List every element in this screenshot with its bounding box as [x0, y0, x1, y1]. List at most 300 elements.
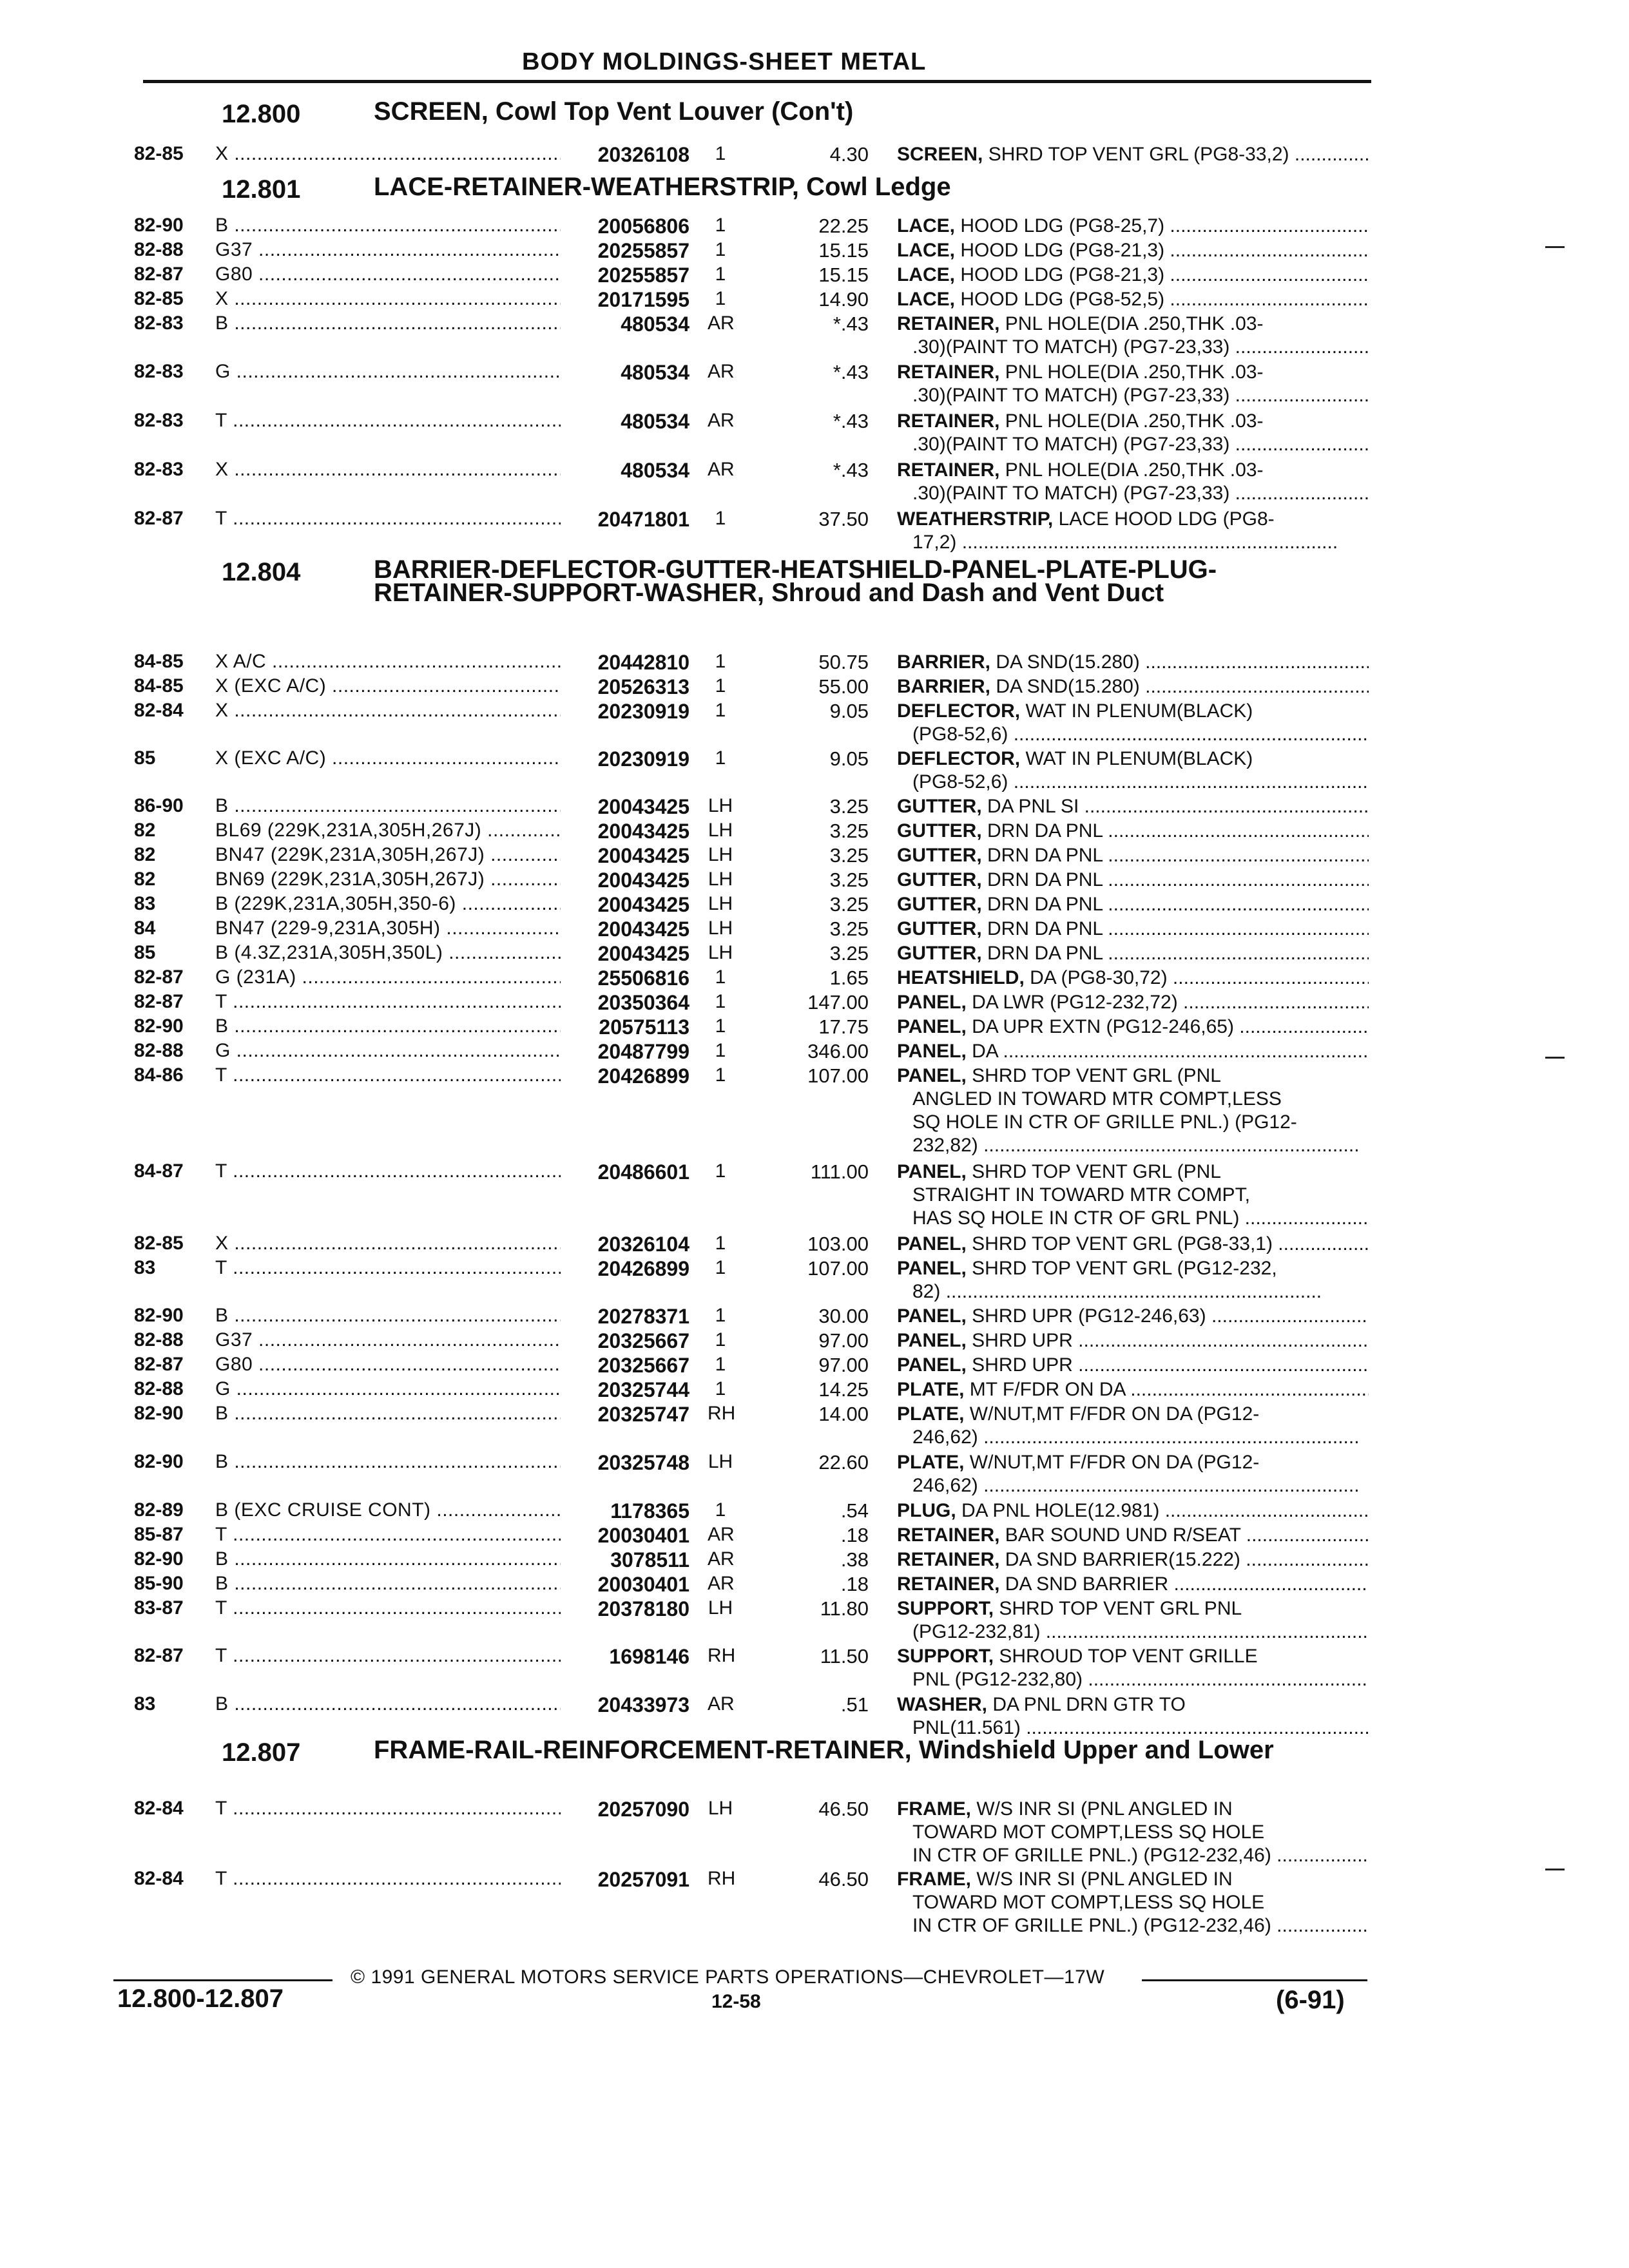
part-detail: SHRD TOP VENT GRL (PG12-232,	[972, 1258, 1277, 1279]
section-range: 12.800-12.807	[117, 1984, 284, 2013]
part-number: 20526313	[597, 675, 689, 698]
part-name: SCREEN,	[897, 144, 983, 165]
part-number: 20433973	[597, 1693, 689, 1716]
part-description	[897, 747, 1369, 794]
part-detail: DA	[972, 1041, 998, 1062]
part-number: 480534	[621, 410, 689, 433]
model-years: 85-87	[134, 1524, 184, 1545]
part-number: 20326104	[597, 1233, 689, 1256]
part-detail: DA PNL SI	[987, 796, 1079, 817]
part-detail: SHRD TOP VENT GRL PNL	[999, 1598, 1242, 1619]
model-code: T .....	[215, 1798, 561, 1820]
model-years: 82-87	[134, 1645, 184, 1666]
part-description	[897, 1868, 1369, 1937]
model-years: 84-85	[134, 651, 184, 672]
part-name: PANEL,	[897, 1305, 967, 1327]
part-description	[897, 1645, 1369, 1691]
part-detail-continued: 17,2)	[912, 532, 957, 553]
part-description	[897, 1451, 1369, 1497]
part-name: LACE,	[897, 215, 955, 236]
part-detail: PNL HOLE(DIA .250,THK .03-	[1005, 459, 1264, 481]
price: 15.15	[818, 264, 869, 286]
quantity: 1	[715, 1040, 726, 1061]
model-code: T .....	[215, 508, 561, 530]
section-number: 12.807	[222, 1738, 301, 1767]
price: .51	[840, 1693, 869, 1716]
model-code: G (231A) .....	[215, 966, 561, 988]
revision-date: (6-91)	[1276, 1986, 1345, 2014]
part-number: 480534	[621, 459, 689, 482]
model-code: T .....	[215, 1064, 561, 1086]
section-number: 12.800	[222, 100, 301, 128]
section-title: SCREEN, Cowl Top Vent Louver (Con't)	[374, 97, 854, 126]
quantity: 1	[715, 1378, 726, 1399]
price: 147.00	[807, 991, 869, 1014]
part-detail: HOOD LDG (PG8-21,3)	[960, 240, 1165, 261]
part-detail-continued: PNL (PG12-232,80)	[912, 1669, 1083, 1690]
price: *.43	[833, 361, 869, 383]
quantity: AR	[708, 312, 735, 334]
part-description	[897, 1524, 1369, 1547]
model-years: 84	[134, 918, 156, 939]
quantity: LH	[708, 844, 733, 865]
price: 14.00	[818, 1403, 869, 1425]
part-detail: DA SND BARRIER	[1005, 1573, 1169, 1595]
part-description	[897, 264, 1369, 287]
model-years: 82	[134, 820, 156, 841]
section-number: 12.804	[222, 558, 301, 586]
price: 11.80	[820, 1597, 869, 1620]
part-name: RETAINER,	[897, 361, 1000, 383]
model-code: T .....	[215, 1524, 561, 1546]
part-name: GUTTER,	[897, 869, 982, 890]
part-name: GUTTER,	[897, 943, 982, 964]
part-detail: PNL HOLE(DIA .250,THK .03-	[1005, 410, 1264, 432]
part-name: WEATHERSTRIP,	[897, 508, 1054, 530]
price: 46.50	[818, 1868, 869, 1890]
model-years: 82-85	[134, 288, 184, 309]
quantity: 1	[715, 675, 726, 697]
part-detail: DRN DA PNL	[987, 943, 1103, 964]
model-code: G37 .....	[215, 239, 561, 261]
part-number: 20325747	[597, 1403, 689, 1426]
part-detail-continued: STRAIGHT IN TOWARD MTR COMPT,	[912, 1184, 1250, 1206]
price: .54	[840, 1499, 869, 1522]
part-detail-continued: (PG8-52,6)	[912, 771, 1008, 793]
model-years: 82-88	[134, 1040, 184, 1061]
part-description	[897, 893, 1369, 916]
price: 4.30	[829, 143, 869, 166]
part-number: 20043425	[597, 795, 689, 818]
part-number: 480534	[621, 312, 689, 336]
quantity: 1	[715, 1233, 726, 1254]
part-name: PANEL,	[897, 1065, 967, 1086]
part-detail: DA PNL HOLE(12.981)	[961, 1500, 1160, 1521]
part-number: 20487799	[597, 1040, 689, 1063]
part-number: 20171595	[597, 288, 689, 311]
model-years: 82-84	[134, 700, 184, 721]
part-name: SUPPORT,	[897, 1598, 994, 1619]
model-code: X .....	[215, 700, 561, 722]
part-detail-continued: 82)	[912, 1281, 941, 1302]
model-years: 84-85	[134, 675, 184, 697]
part-name: RETAINER,	[897, 1573, 1000, 1595]
part-description	[897, 991, 1369, 1014]
model-code: B .....	[215, 1548, 561, 1570]
model-code: B .....	[215, 795, 561, 817]
quantity: AR	[708, 361, 735, 382]
price: 3.25	[829, 844, 869, 867]
model-years: 82	[134, 869, 156, 890]
model-years: 82-83	[134, 410, 184, 431]
part-description	[897, 1257, 1369, 1303]
part-description	[897, 1693, 1369, 1740]
part-detail: DA UPR EXTN (PG12-246,65)	[972, 1016, 1234, 1037]
model-years: 82-88	[134, 239, 184, 260]
part-detail-continued: .30)(PAINT TO MATCH) (PG7-23,33)	[912, 434, 1230, 455]
quantity: AR	[708, 1548, 735, 1570]
part-number: 25506816	[597, 966, 689, 990]
part-detail-continued: 246,62)	[912, 1427, 978, 1448]
part-number: 20257090	[597, 1798, 689, 1821]
part-detail: W/S INR SI (PNL ANGLED IN	[976, 1798, 1233, 1820]
quantity: 1	[715, 1305, 726, 1326]
model-years: 82-87	[134, 508, 184, 529]
model-years: 82	[134, 844, 156, 865]
price: .18	[840, 1524, 869, 1546]
model-years: 82-85	[134, 1233, 184, 1254]
part-name: SUPPORT,	[897, 1646, 994, 1667]
part-detail: DA SND(15.280)	[996, 676, 1140, 697]
part-detail: SHRD UPR	[972, 1330, 1073, 1351]
quantity: LH	[708, 1798, 733, 1819]
part-number: 20030401	[597, 1573, 689, 1596]
part-name: PLATE,	[897, 1403, 965, 1425]
part-name: BARRIER,	[897, 651, 991, 673]
part-name: PLATE,	[897, 1452, 965, 1473]
quantity: RH	[708, 1403, 736, 1424]
quantity: LH	[708, 1597, 733, 1619]
part-description	[897, 508, 1369, 554]
model-years: 82-90	[134, 1403, 184, 1424]
part-number: 20325667	[597, 1354, 689, 1377]
part-name: HEATSHIELD,	[897, 967, 1025, 988]
part-detail: DRN DA PNL	[987, 918, 1103, 939]
model-years: 85-90	[134, 1573, 184, 1594]
margin-mark	[1545, 1057, 1565, 1059]
model-code: B .....	[215, 1015, 561, 1037]
price: 11.50	[820, 1645, 869, 1667]
part-number: 20257091	[597, 1868, 689, 1891]
model-years: 82-84	[134, 1868, 184, 1889]
part-number: 20043425	[597, 844, 689, 867]
quantity: LH	[708, 869, 733, 890]
part-detail-continued: 232,82)	[912, 1135, 978, 1156]
part-name: PANEL,	[897, 1354, 967, 1376]
price: 30.00	[818, 1305, 869, 1327]
part-description	[897, 1499, 1369, 1523]
part-number: 20471801	[597, 508, 689, 531]
part-number: 20350364	[597, 991, 689, 1014]
model-code: T .....	[215, 410, 561, 432]
part-number: 20325748	[597, 1451, 689, 1474]
price: 3.25	[829, 942, 869, 965]
price: 9.05	[829, 747, 869, 770]
part-name: GUTTER,	[897, 918, 982, 939]
model-code: BN47 (229-9,231A,305H) .....	[215, 918, 561, 939]
part-detail: DRN DA PNL	[987, 820, 1103, 841]
model-years: 82-90	[134, 1548, 184, 1570]
model-code: B .....	[215, 1305, 561, 1327]
part-number: 20030401	[597, 1524, 689, 1547]
part-detail: BAR SOUND UND R/SEAT	[1005, 1524, 1241, 1546]
part-number: 3078511	[610, 1548, 689, 1571]
part-number: 20255857	[597, 264, 689, 287]
part-detail: DA PNL DRN GTR TO	[992, 1694, 1186, 1715]
part-name: PANEL,	[897, 1258, 967, 1279]
price: 14.90	[818, 288, 869, 311]
part-detail: DRN DA PNL	[987, 869, 1103, 890]
model-code: B .....	[215, 1573, 561, 1595]
part-description	[897, 1305, 1369, 1328]
part-description	[897, 918, 1369, 941]
part-description	[897, 651, 1369, 674]
part-detail-continued: TOWARD MOT COMPT,LESS SQ HOLE	[912, 1821, 1265, 1843]
part-description	[897, 1233, 1369, 1256]
part-name: PLATE,	[897, 1379, 965, 1400]
part-description	[897, 820, 1369, 843]
quantity: 1	[715, 264, 726, 285]
quantity: 1	[715, 1064, 726, 1086]
part-name: LACE,	[897, 289, 955, 310]
part-name: FRAME,	[897, 1869, 971, 1890]
part-name: GUTTER,	[897, 796, 982, 817]
part-detail: PNL HOLE(DIA .250,THK .03-	[1005, 361, 1264, 383]
quantity: 1	[715, 651, 726, 672]
part-number: 20043425	[597, 869, 689, 892]
part-number: 1178365	[610, 1499, 689, 1523]
model-code: G .....	[215, 361, 561, 383]
price: 50.75	[818, 651, 869, 673]
part-detail: DRN DA PNL	[987, 894, 1103, 915]
part-description	[897, 1354, 1369, 1377]
part-description	[897, 459, 1369, 505]
model-code: BN69 (229K,231A,305H,267J) .....	[215, 869, 561, 890]
part-detail: WAT IN PLENUM(BLACK)	[1025, 748, 1253, 769]
part-number: 20486601	[597, 1160, 689, 1184]
quantity: 1	[715, 700, 726, 721]
quantity: AR	[708, 459, 735, 480]
model-code: X .....	[215, 288, 561, 310]
model-years: 83-87	[134, 1597, 184, 1619]
part-name: PANEL,	[897, 1330, 967, 1351]
part-number: 20426899	[597, 1064, 689, 1088]
part-name: RETAINER,	[897, 1524, 1000, 1546]
part-detail: SHROUD TOP VENT GRILLE	[999, 1646, 1258, 1667]
part-name: PLUG,	[897, 1500, 956, 1521]
part-number: 20326108	[597, 143, 689, 166]
margin-mark	[1545, 246, 1565, 248]
part-description	[897, 1329, 1369, 1352]
model-code: G .....	[215, 1040, 561, 1062]
part-detail: HOOD LDG (PG8-21,3)	[960, 264, 1165, 285]
part-description	[897, 1378, 1369, 1401]
quantity: 1	[715, 1354, 726, 1375]
part-name: LACE,	[897, 240, 955, 261]
quantity: 1	[715, 215, 726, 236]
part-number: 20442810	[597, 651, 689, 674]
price: *.43	[833, 312, 869, 335]
part-number: 1698146	[609, 1645, 689, 1668]
part-name: DEFLECTOR,	[897, 748, 1021, 769]
part-detail: W/NUT,MT F/FDR ON DA (PG12-	[969, 1403, 1260, 1425]
model-code: T .....	[215, 1160, 561, 1182]
price: 3.25	[829, 893, 869, 916]
model-code: G .....	[215, 1378, 561, 1400]
part-detail-continued: HAS SQ HOLE IN CTR OF GRL PNL)	[912, 1207, 1240, 1229]
quantity: 1	[715, 1329, 726, 1350]
part-detail: SHRD TOP VENT GRL (PNL	[972, 1065, 1221, 1086]
part-description	[897, 1548, 1369, 1571]
part-description	[897, 1064, 1369, 1157]
section-title: BARRIER-DEFLECTOR-GUTTER-HEATSHIELD-PANEL-PLATE-PLUG-RETAINER-SUPPORT-WASHER, Shroud and Dash and Vent Duct	[374, 555, 1217, 607]
quantity: 1	[715, 747, 726, 769]
part-name: LACE,	[897, 264, 955, 285]
model-code: X .....	[215, 1233, 561, 1254]
model-code: T .....	[215, 1597, 561, 1619]
part-description	[897, 795, 1369, 818]
model-code: X (EXC A/C) .....	[215, 747, 561, 769]
part-name: GUTTER,	[897, 894, 982, 915]
price: 3.25	[829, 869, 869, 891]
price: 346.00	[807, 1040, 869, 1062]
quantity: AR	[708, 1524, 735, 1545]
price: 107.00	[807, 1257, 869, 1280]
part-number: 20056806	[597, 215, 689, 238]
model-years: 82-85	[134, 143, 184, 164]
quantity: 1	[715, 288, 726, 309]
model-code: G80 .....	[215, 264, 561, 285]
part-number: 20230919	[597, 700, 689, 723]
model-years: 85	[134, 747, 156, 769]
part-number: 20043425	[597, 820, 689, 843]
part-number: 20378180	[597, 1597, 689, 1620]
model-years: 83	[134, 1257, 156, 1278]
part-name: DEFLECTOR,	[897, 700, 1021, 722]
model-years: 82-89	[134, 1499, 184, 1521]
part-number: 20575113	[599, 1015, 689, 1039]
model-years: 82-84	[134, 1798, 184, 1819]
model-code: G80 .....	[215, 1354, 561, 1376]
part-description	[897, 700, 1369, 746]
part-detail-continued: .30)(PAINT TO MATCH) (PG7-23,33)	[912, 336, 1230, 358]
model-code: B .....	[215, 1693, 561, 1715]
quantity: LH	[708, 1451, 733, 1472]
part-number: 480534	[621, 361, 689, 384]
model-years: 83	[134, 1693, 156, 1715]
part-description	[897, 1160, 1369, 1230]
page-title: BODY MOLDINGS-SHEET METAL	[522, 48, 927, 75]
part-name: PANEL,	[897, 992, 967, 1013]
quantity: 1	[715, 143, 726, 164]
part-name: RETAINER,	[897, 410, 1000, 432]
part-detail: SHRD UPR (PG12-246,63)	[972, 1305, 1206, 1327]
price: 14.25	[818, 1378, 869, 1401]
part-description	[897, 361, 1369, 407]
model-code: T .....	[215, 991, 561, 1013]
part-name: FRAME,	[897, 1798, 971, 1820]
price: .18	[840, 1573, 869, 1595]
model-code: G37 .....	[215, 1329, 561, 1351]
model-code: B (EXC CRUISE CONT) .....	[215, 1499, 561, 1521]
price: 97.00	[818, 1354, 869, 1376]
part-description	[897, 1798, 1369, 1867]
quantity: 1	[715, 1015, 726, 1037]
model-years: 82-90	[134, 1451, 184, 1472]
part-name: PANEL,	[897, 1041, 967, 1062]
part-number: 20426899	[597, 1257, 689, 1280]
quantity: RH	[708, 1645, 736, 1666]
part-description	[897, 1015, 1369, 1039]
footer-rule	[1142, 1979, 1367, 1981]
part-detail-continued: 246,62)	[912, 1475, 978, 1496]
price: *.43	[833, 410, 869, 432]
price: 3.25	[829, 820, 869, 842]
quantity: 1	[715, 1160, 726, 1182]
price: 3.25	[829, 918, 869, 940]
quantity: 1	[715, 991, 726, 1012]
part-detail-continued: IN CTR OF GRILLE PNL.) (PG12-232,46)	[912, 1915, 1271, 1936]
quantity: 1	[715, 966, 726, 988]
price: *.43	[833, 459, 869, 481]
quantity: LH	[708, 942, 733, 963]
model-code: X A/C .....	[215, 651, 561, 673]
part-number: 20255857	[597, 239, 689, 262]
model-years: 83	[134, 893, 156, 914]
price: 97.00	[818, 1329, 869, 1352]
model-code: B .....	[215, 312, 561, 334]
price: 9.05	[829, 700, 869, 722]
quantity: LH	[708, 820, 733, 841]
part-description	[897, 1040, 1369, 1063]
model-code: X (EXC A/C) .....	[215, 675, 561, 697]
part-detail-continued: ANGLED IN TOWARD MTR COMPT,LESS	[912, 1088, 1282, 1110]
model-years: 82-83	[134, 312, 184, 334]
part-detail: SHRD TOP VENT GRL (PNL	[972, 1161, 1221, 1182]
part-number: 20043425	[597, 942, 689, 965]
part-name: RETAINER,	[897, 1549, 1000, 1570]
part-detail: DA SND BARRIER(15.222)	[1005, 1549, 1240, 1570]
model-code: B (229K,231A,305H,350-6) .....	[215, 893, 561, 915]
price: .38	[840, 1548, 869, 1571]
part-detail: PNL HOLE(DIA .250,THK .03-	[1005, 313, 1264, 334]
part-detail: MT F/FDR ON DA	[969, 1379, 1125, 1400]
part-number: 20325744	[597, 1378, 689, 1401]
model-years: 82-87	[134, 264, 184, 285]
part-detail-continued: IN CTR OF GRILLE PNL.) (PG12-232,46)	[912, 1845, 1271, 1866]
part-name: RETAINER,	[897, 459, 1000, 481]
model-years: 82-87	[134, 991, 184, 1012]
part-description	[897, 675, 1369, 698]
model-code: T .....	[215, 1868, 561, 1890]
part-name: RETAINER,	[897, 313, 1000, 334]
part-detail-continued: .30)(PAINT TO MATCH) (PG7-23,33)	[912, 385, 1230, 406]
part-detail-continued: SQ HOLE IN CTR OF GRILLE PNL.) (PG12-	[912, 1111, 1297, 1133]
model-years: 82-88	[134, 1378, 184, 1399]
part-detail: HOOD LDG (PG8-25,7)	[960, 215, 1165, 236]
price: 103.00	[807, 1233, 869, 1255]
quantity: LH	[708, 918, 733, 939]
